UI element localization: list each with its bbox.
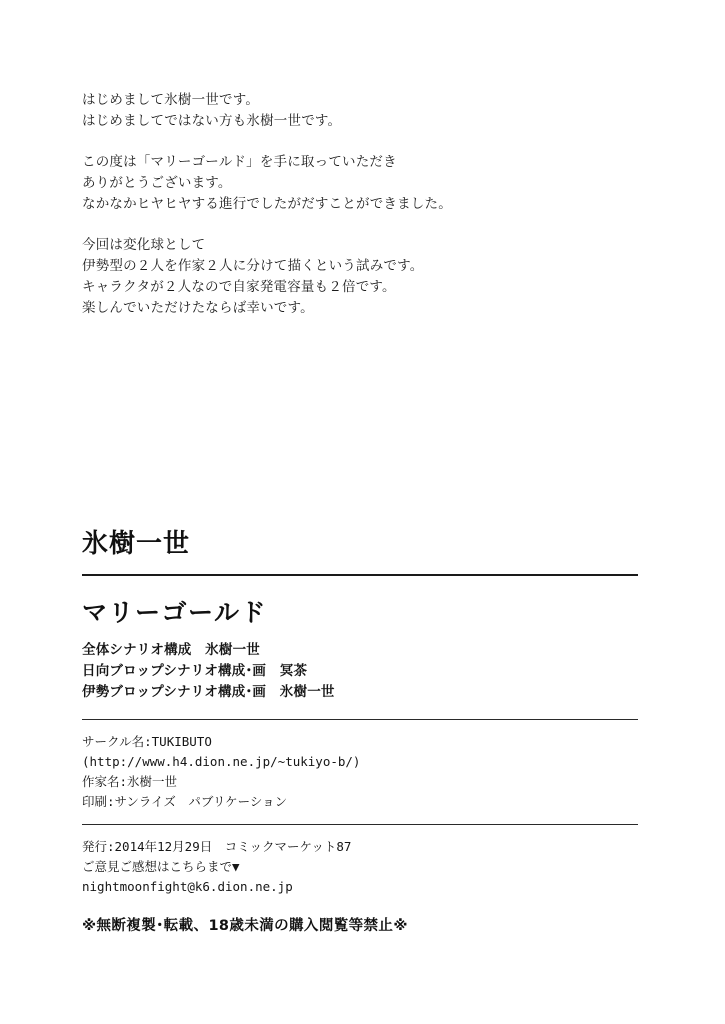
publication-info	[82, 837, 638, 897]
artist-name-line: 作家名:氷樹一世	[82, 774, 178, 789]
staff-credit-line: 全体シナリオ構成 氷樹一世	[82, 642, 260, 658]
afterword-line: なかなかヒヤヒヤする進行でしたがだすことができました。	[82, 196, 452, 212]
afterword-line: はじめましてではない方も氷樹一世です。	[82, 113, 342, 129]
divider-thin	[82, 824, 638, 825]
afterword-line: 伊勢型の２人を作家２人に分けて描くという試みです。	[82, 258, 424, 274]
printer-line: 印刷:サンライズ パブリケーション	[82, 794, 288, 809]
afterword-text	[82, 90, 642, 319]
afterword-paragraph	[82, 152, 642, 215]
circle-name-line: サークル名:TUKIBUTO	[82, 734, 212, 749]
afterword-paragraph	[82, 235, 642, 319]
afterword-line: キャラクタが２人なので自家発電容量も２倍です。	[82, 279, 396, 295]
divider-thick	[82, 574, 638, 576]
circle-info	[82, 732, 638, 812]
staff-credit-line: 伊勢ブロップシナリオ構成･画 氷樹一世	[82, 684, 335, 700]
colophon-block	[82, 528, 638, 937]
publication-date-line: 発行:2014年12月29日 コミックマーケット87	[82, 839, 352, 854]
work-title: マリーゴールド	[82, 598, 268, 627]
afterword-line: はじめまして氷樹一世です。	[82, 92, 260, 108]
circle-url-line[interactable]: (http://www.h4.dion.ne.jp/~tukiyo-b/)	[82, 754, 361, 769]
staff-credit-line: 日向ブロップシナリオ構成･画 冥茶	[82, 663, 308, 679]
afterword-line: この度は「マリーゴールド」を手に取っていただき	[82, 154, 397, 170]
staff-credits	[82, 640, 638, 703]
author-name: 氷樹一世	[82, 529, 191, 559]
afterword-line: ありがとうございます。	[82, 175, 232, 191]
afterword-line: 今回は変化球として	[82, 237, 206, 253]
legal-notice: ※無断複製･転載、18歳未満の購入閲覧等禁止※	[82, 918, 408, 934]
contact-email-line[interactable]: nightmoonfight@k6.dion.ne.jp	[82, 879, 293, 894]
feedback-prompt-line: ご意見ご感想はこちらまで▼	[82, 859, 240, 874]
divider-thin	[82, 719, 638, 720]
afterword-paragraph	[82, 90, 642, 132]
afterword-line: 楽しんでいただけたならば幸いです。	[82, 300, 314, 316]
